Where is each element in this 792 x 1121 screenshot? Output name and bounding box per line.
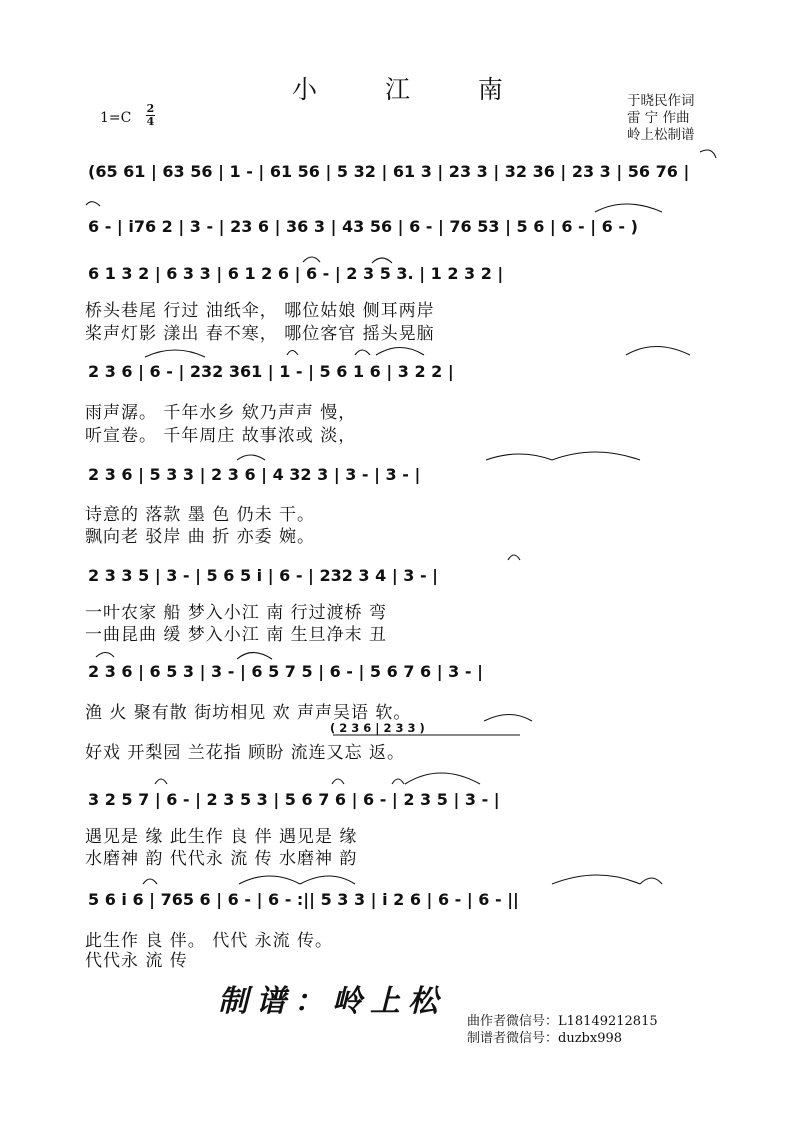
system-7-variant-notes: ( 2 3 6 | 2 3 3 ) [330,721,425,735]
system-7-notes: 2 3 6 | 6 5 3 | 3 - | 6 5 7 5 | 6 - | 5 6 7 6 | 3 - | [88,662,483,681]
slur-arc [239,876,300,884]
time-signature-top: 2 [146,102,155,115]
system-7-lyric-1: 渔 火 聚有散 街坊相见 欢 声声吴语 软。 [85,703,412,723]
system-6-lyric-2: 一曲昆曲 缓 梦入小江 南 生旦净末 丑 [85,625,388,645]
system-6-lyric-1: 一叶农家 船 梦入小江 南 行过渡桥 弯 [85,603,388,623]
slur-arc [484,715,532,722]
system-3-notes: 6 1 3 2 | 6 3 3 | 6 1 2 6 | 6 - | 2 3 5 3. | 1 2 3 2 | [88,264,504,283]
system-3-lyric-2: 桨声灯影 漾出 春不寒， 哪位客官 摇头晃脑 [85,324,435,344]
slur-arc [86,202,100,206]
slur-arc [96,653,114,658]
slur-arc [486,454,552,460]
slur-arc [376,348,424,356]
slur-arc [303,257,320,262]
system-9-lyric-2: 代代永 流 传 [85,951,188,971]
system-8-notes: 3 2 5 7 | 6 - | 2 3 5 3 | 5 6 7 6 | 6 - | 2 3 5 | 3 - | [88,790,500,809]
system-9-notes: 5 6 i 6 | 765 6 | 6 - | 6 - :|| 5 3 3 | i 2 6 | 6 - | 6 - || [88,890,519,909]
slur-arc [287,351,298,356]
system-5-notes: 2 3 6 | 5 3 3 | 2 3 6 | 4 32 3 | 3 - | 3 - | [88,465,421,484]
composer-wechat: 曲作者微信号：L18149212815 [467,1014,658,1029]
engraver-signature: 制谱：岭上松 [218,984,446,1019]
engraver-wechat: 制谱者微信号：duzbx998 [467,1031,623,1046]
slur-arc [300,876,355,884]
slur-arc [392,779,404,784]
system-2-notes: 6 - | i76 2 | 3 - | 23 6 | 36 3 | 43 56 | 6 - | 76 53 | 5 6 | 6 - | 6 - ) [88,217,638,236]
slur-arc [405,773,480,784]
system-6-notes: 2 3 3 5 | 3 - | 5 6 5 i | 6 - | 232 3 4 | 3 - | [88,566,439,585]
slur-arc [508,555,520,560]
slur-arc [237,653,272,660]
lyricist-credit: 于晓民作词 [627,93,695,109]
system-5-lyric-1: 诗意的 落款 墨 色 仍未 干。 [85,505,316,525]
system-4-lyric-2: 听宣卷。 千年周庄 故事浓或 淡， [85,426,357,446]
system-4-notes: 2 3 6 | 6 - | 232 361 | 1 - | 5 6 1 6 | 3 2 2 | [88,362,454,381]
slur-arc [143,879,157,884]
system-7-lyric-2: 好戏 开梨园 兰花指 顾盼 流连又忘 返。 [85,743,406,763]
time-signature-bottom: 4 [146,115,155,128]
slur-arc [640,878,662,884]
system-4-lyric-1: 雨声潺。 千年水乡 欸乃声声 慢， [85,403,357,423]
slur-arc [626,347,690,356]
slur-arc [145,350,205,357]
system-8-lyric-2: 水磨神 韵 代代永 流 传 水磨神 韵 [85,849,358,869]
engraver-credit: 岭上松制谱 [627,127,695,143]
page-title: 小 江 南 [292,75,533,104]
slur-arc [155,779,167,784]
slur-arc [700,150,716,158]
system-1-notes: (65 61 | 63 56 | 1 - | 61 56 | 5 32 | 61 3 | 23 3 | 32 36 | 23 3 | 56 76 | [88,162,690,181]
slur-arc [372,258,392,263]
system-5-lyric-2: 飘向老 驳岸 曲 折 亦委 婉。 [85,527,316,547]
composer-credit: 雷 宁 作曲 [627,110,690,126]
slur-arc [332,779,344,784]
system-3-lyric-1: 桥头巷尾 行过 油纸伞， 哪位姑娘 侧耳两岸 [85,301,435,321]
system-9-lyric-1: 此生作 良 伴。 代代 永流 传。 [85,931,334,951]
slur-arc [237,455,265,460]
system-8-lyric-1: 遇见是 缘 此生作 良 伴 遇见是 缘 [85,827,358,847]
slur-arc [595,204,662,212]
slur-arc [355,350,370,355]
slur-arc [552,452,640,460]
slur-arc [552,875,640,884]
key-signature: 1=C [100,110,132,126]
